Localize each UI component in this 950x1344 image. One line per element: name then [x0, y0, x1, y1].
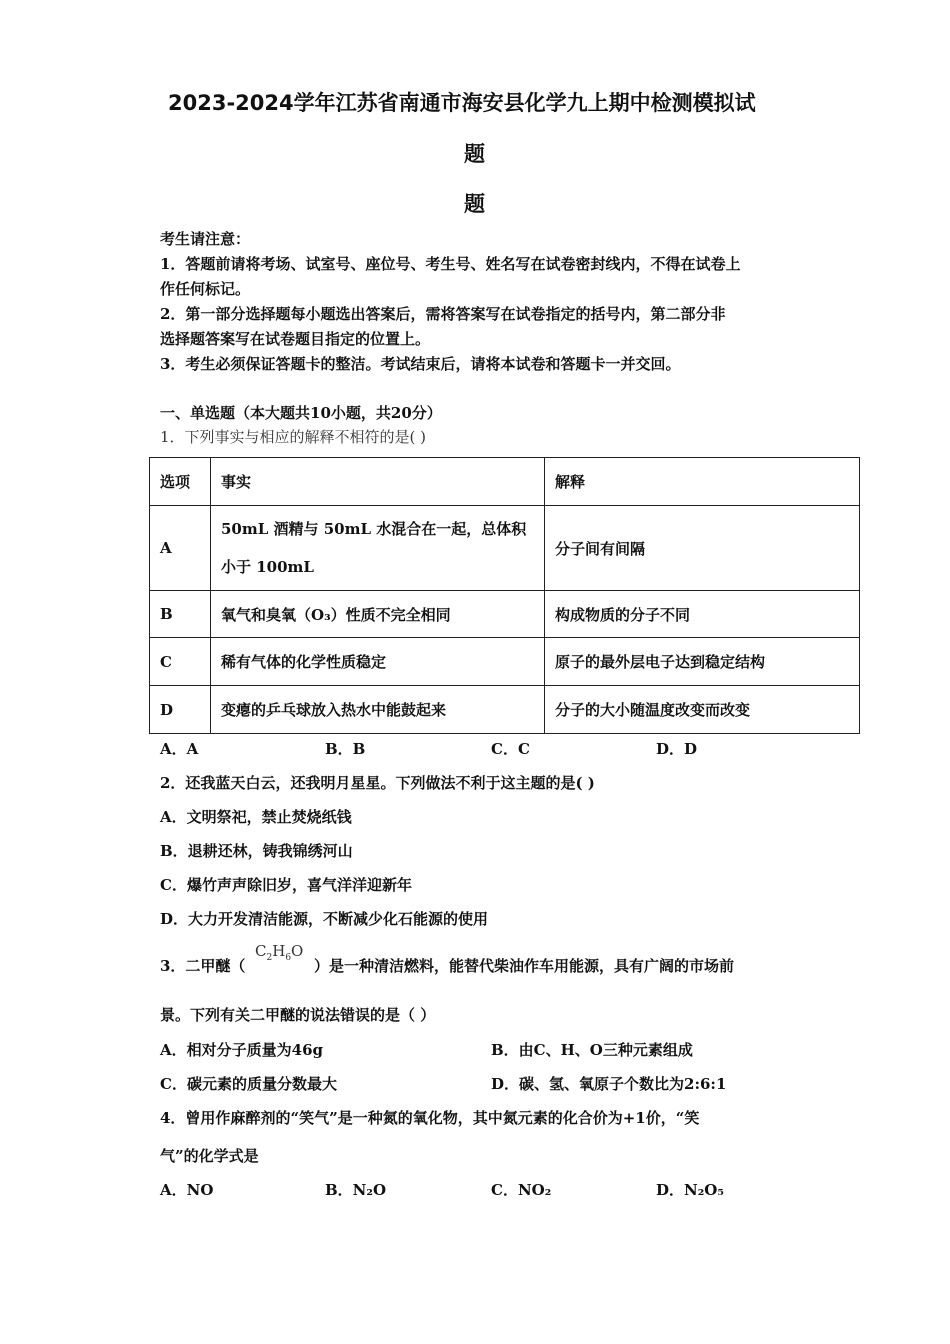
q1-row-reason: 分子的大小随温度改变而改变 — [545, 686, 860, 734]
q2-choice-c: C．爆竹声声除旧岁，喜气洋洋迎新年 — [160, 876, 412, 894]
q3-stem-a: 3．二甲醚（ — [160, 957, 246, 975]
q4-stem-a: 4．曾用作麻醉剂的“笑气”是一种氮的氧化物，其中氮元素的化合价为+1价，“笑 — [160, 1109, 700, 1127]
q4-choice-d: D．N₂O₅ — [656, 1181, 724, 1199]
q1-choice-c: C．C — [491, 740, 530, 758]
notice-item1-b: 作任何标记。 — [160, 280, 251, 298]
q2-stem: 2．还我蓝天白云，还我明月星星。下列做法不利于这主题的是( ) — [160, 774, 595, 792]
q1-table-header-row — [150, 458, 860, 506]
notice-heading: 考生请注意： — [160, 230, 251, 248]
q1-choice-b: B．B — [325, 740, 366, 758]
formula-h-sub: 6 — [285, 953, 292, 963]
q1-header-reason: 解释 — [545, 458, 860, 506]
q1-header-fact: 事实 — [211, 458, 545, 506]
table-row — [150, 506, 860, 591]
q3-choice-b: B．由C、H、O三种元素组成 — [491, 1041, 693, 1059]
q1-row-reason: 分子间有间隔 — [545, 506, 860, 591]
q3-stem-c: 景。下列有关二甲醚的说法错误的是（ ） — [160, 1006, 436, 1024]
q1-choice-d: D．D — [656, 740, 698, 758]
table-row — [150, 638, 860, 686]
q3-choice-c: C．碳元素的质量分数最大 — [160, 1075, 337, 1093]
q1-row-fact: 变瘪的乒乓球放入热水中能鼓起来 — [211, 686, 545, 734]
formula-h: H — [272, 942, 286, 960]
q3-choice-d: D．碳、氢、氧原子个数比为2:6:1 — [491, 1075, 727, 1093]
q1-row-fact: 50mL 酒精与 50mL 水混合在一起，总体积小于 100mL — [211, 506, 545, 591]
section-heading: 一、单选题（本大题共10小题，共20分） — [160, 404, 442, 422]
table-row — [150, 686, 860, 734]
table-row — [150, 591, 860, 638]
q2-choice-b: B．退耕还林，铸我锦绣河山 — [160, 842, 353, 860]
q4-stem-b: 气”的化学式是 — [160, 1147, 259, 1165]
q3-formula — [255, 942, 303, 963]
q1-choice-a: A．A — [160, 740, 199, 758]
formula-o: O — [291, 942, 304, 960]
q1-row-fact: 稀有气体的化学性质稳定 — [211, 638, 545, 686]
q1-row-option: A — [150, 506, 211, 591]
formula-c-sub: 2 — [266, 953, 273, 963]
q2-choice-d: D．大力开发清洁能源，不断减少化石能源的使用 — [160, 910, 489, 928]
q3-stem-b: ）是一种清洁燃料，能替代柴油作车用能源，具有广阔的市场前 — [314, 957, 735, 975]
q4-choice-a: A．NO — [160, 1181, 214, 1199]
q4-choice-b: B．N₂O — [325, 1181, 387, 1199]
notice-item2-b: 选择题答案写在试卷题目指定的位置上。 — [160, 330, 431, 348]
q1-header-option: 选项 — [150, 458, 211, 506]
page-title-line2: 题 — [464, 142, 485, 166]
q1-row-option: C — [150, 638, 211, 686]
q1-row-option: D — [150, 686, 211, 734]
notice-item1-a: 1．答题前请将考场、试室号、座位号、考生号、姓名写在试卷密封线内，不得在试卷上 — [160, 255, 741, 273]
q1-stem: 1．下列事实与相应的解释不相符的是( ) — [160, 428, 427, 446]
page-title-line3: 题 — [464, 192, 485, 216]
q1-row-reason: 原子的最外层电子达到稳定结构 — [545, 638, 860, 686]
q1-row-option: B — [150, 591, 211, 638]
q1-table — [149, 457, 860, 734]
q1-row-reason: 构成物质的分子不同 — [545, 591, 860, 638]
q3-choice-a: A．相对分子质量为46g — [160, 1041, 324, 1059]
formula-c: C — [255, 942, 267, 960]
q1-row-fact: 氧气和臭氧（O₃）性质不完全相同 — [211, 591, 545, 638]
notice-item3: 3．考生必须保证答题卡的整洁。考试结束后，请将本试卷和答题卡一并交回。 — [160, 355, 681, 373]
notice-item2-a: 2．第一部分选择题每小题选出答案后，需将答案写在试卷指定的括号内，第二部分非 — [160, 305, 726, 323]
q2-choice-a: A．文明祭祀，禁止焚烧纸钱 — [160, 808, 352, 826]
q4-choice-c: C．NO₂ — [491, 1181, 552, 1199]
page-title-line1: 2023-2024学年江苏省南通市海安县化学九上期中检测模拟试 — [168, 91, 756, 115]
